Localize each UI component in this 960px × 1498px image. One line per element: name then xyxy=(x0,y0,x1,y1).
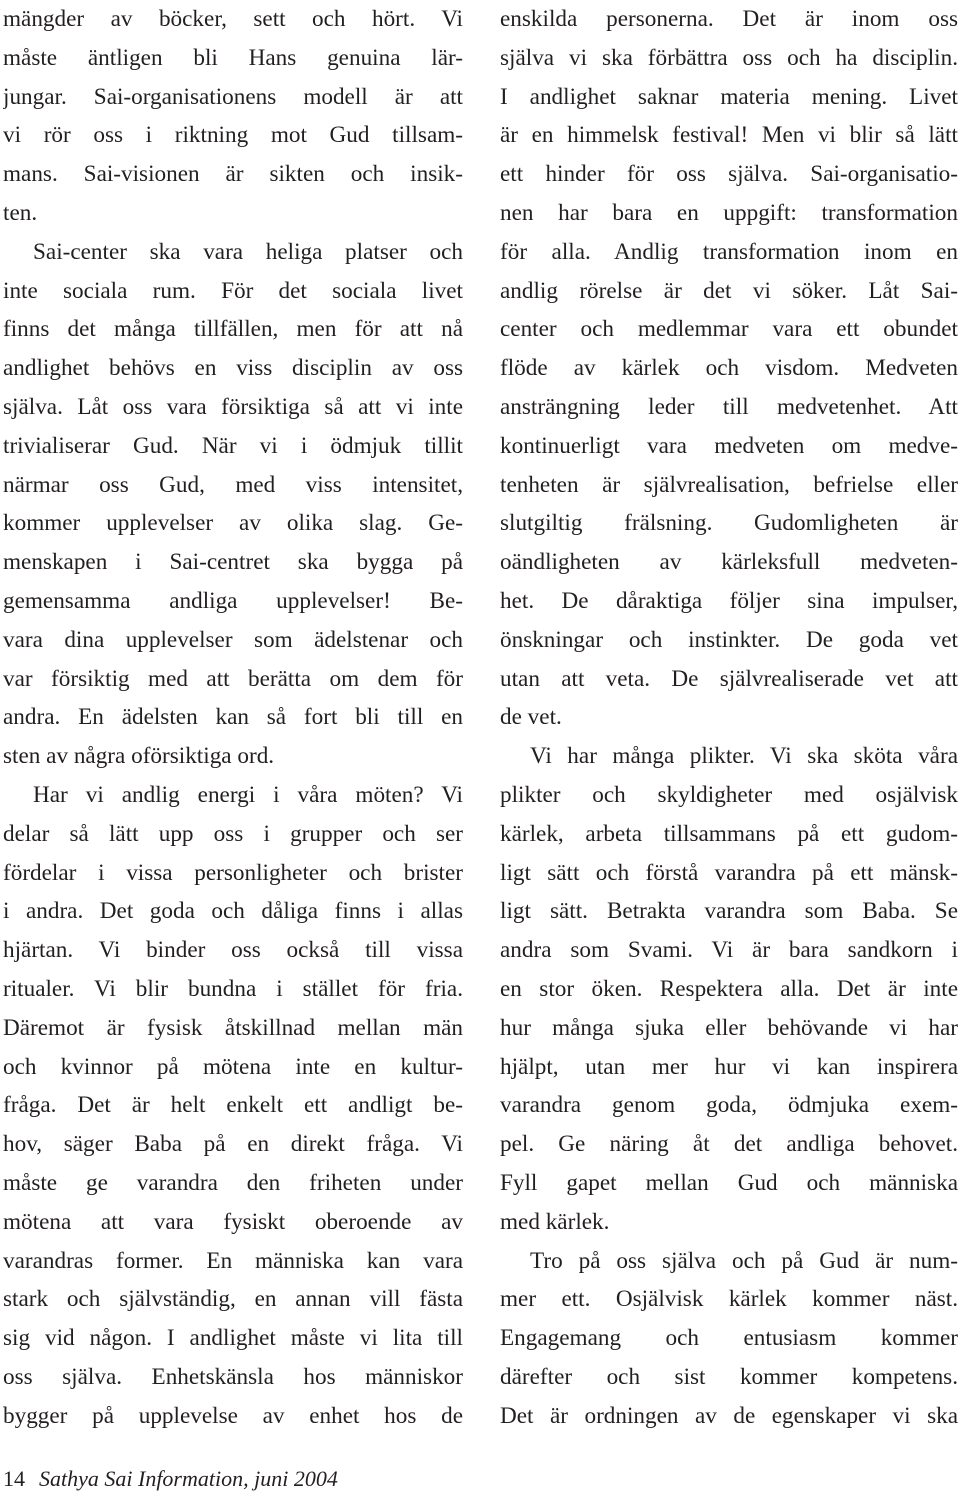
text-line: hjärtan. Vi binder oss också till vissa xyxy=(3,937,463,964)
text-line: i andra. Det goda och dåliga finns i allas xyxy=(3,898,463,925)
text-line: hur många sjuka eller behövande vi har xyxy=(500,1014,958,1041)
text-line: ligt sätt. Betrakta varandra som Baba. Se xyxy=(500,898,958,925)
right-text-column xyxy=(500,0,958,1435)
text-line: Fyll gapet mellan Gud och människa xyxy=(500,1169,958,1196)
text-line: jungar. Sai-organisationens modell är att xyxy=(3,83,463,110)
text-line: Vi har många plikter. Vi ska sköta våra xyxy=(530,743,958,770)
text-line: närmar oss Gud, med viss intensitet, xyxy=(3,471,463,498)
text-line: utan att veta. De självrealiserade vet att xyxy=(500,665,958,692)
text-line: vara dina upplevelser som ädelstenar och xyxy=(3,626,463,653)
page-number: 14 xyxy=(3,1466,25,1491)
text-line: plikter och skyldigheter med osjälvisk xyxy=(500,781,958,808)
text-line: stark och självständig, en annan vill fästa xyxy=(3,1286,463,1313)
text-line: ten. xyxy=(3,199,38,226)
text-line: kärlek, arbeta tillsammans på ett gudom- xyxy=(500,820,958,847)
text-line: slutgiltig frälsning. Gudomligheten är xyxy=(500,510,958,537)
text-line: oändligheten av kärleksfull medveten- xyxy=(500,549,958,576)
text-line: med kärlek. xyxy=(500,1208,610,1235)
text-line: trivialiserar Gud. När vi i ödmjuk tillit xyxy=(3,432,463,459)
text-line: ansträngning leder till medvetenhet. Att xyxy=(500,393,958,420)
text-line: Sai-center ska vara heliga platser och xyxy=(33,238,463,265)
page-footer xyxy=(3,1464,338,1494)
text-line: ritualer. Vi blir bundna i stället för fria. xyxy=(3,975,463,1002)
text-line: menskapen i Sai-centret ska bygga på xyxy=(3,549,463,576)
text-line: fördelar i vissa personligheter och brister xyxy=(3,859,463,886)
text-line: varandras former. En människa kan vara xyxy=(3,1247,463,1274)
text-line: vi rör oss i riktning mot Gud tillsam- xyxy=(3,122,463,149)
text-line: önskningar och instinkter. De goda vet xyxy=(500,626,958,653)
text-line: är en himmelsk festival! Men vi blir så lätt xyxy=(500,122,958,149)
text-line: bygger på upplevelse av enhet hos de xyxy=(3,1402,463,1429)
text-line: finns det många tillfällen, men för att nå xyxy=(3,316,463,343)
text-line: och kvinnor på mötena inte en kultur- xyxy=(3,1053,463,1080)
text-line: varandra genom goda, ödmjuka exem- xyxy=(500,1092,958,1119)
text-line: hjälpt, utan mer hur vi kan inspirera xyxy=(500,1053,958,1080)
text-line: Tro på oss själva och på Gud är num- xyxy=(530,1247,958,1274)
text-line: sig vid någon. I andlighet måste vi lita till xyxy=(3,1325,463,1352)
text-line: Det är ordningen av de egenskaper vi ska xyxy=(500,1402,958,1429)
text-line: nen har bara en uppgift: transformation xyxy=(500,199,958,226)
text-line: kommer upplevelser av olika slag. Ge- xyxy=(3,510,463,537)
text-line: de vet. xyxy=(500,704,562,731)
text-line: Har vi andlig energi i våra möten? Vi xyxy=(33,781,463,808)
text-line: tenheten är självrealisation, befrielse eller xyxy=(500,471,958,498)
text-line: sten av några oförsiktiga ord. xyxy=(3,743,275,770)
text-line: enskilda personerna. Det är inom oss xyxy=(500,6,958,32)
text-line: mötena att vara fysiskt oberoende av xyxy=(3,1208,463,1235)
text-line: mängder av böcker, sett och hört. Vi xyxy=(3,6,463,32)
text-line: därefter och sist kommer kompetens. xyxy=(500,1363,958,1390)
text-line: en stor öken. Respektera alla. Det är inte xyxy=(500,975,958,1002)
text-line: var försiktig med att berätta om dem för xyxy=(3,665,463,692)
text-line: för alla. Andlig transformation inom en xyxy=(500,238,958,265)
text-line: ett hinder för oss själva. Sai-organisatio- xyxy=(500,161,958,188)
publication-credit: Sathya Sai Information, juni 2004 xyxy=(39,1466,338,1491)
text-line: kontinuerligt vara medveten om medve- xyxy=(500,432,958,459)
text-line: andra. En ädelsten kan så fort bli till en xyxy=(3,704,463,731)
text-line: het. De dåraktiga följer sina impulser, xyxy=(500,587,958,614)
text-line: fråga. Det är helt enkelt ett andligt be- xyxy=(3,1092,463,1119)
text-line: pel. Ge näring åt det andliga behovet. xyxy=(500,1131,958,1158)
text-line: måste äntligen bli Hans genuina lär- xyxy=(3,44,463,71)
text-line: mans. Sai-visionen är sikten och insik- xyxy=(3,161,463,188)
text-line: hov, säger Baba på en direkt fråga. Vi xyxy=(3,1131,463,1158)
text-line: center och medlemmar vara ett obundet xyxy=(500,316,958,343)
text-line: andra som Svami. Vi är bara sandkorn i xyxy=(500,937,958,964)
text-line: gemensamma andliga upplevelser! Be- xyxy=(3,587,463,614)
text-line: delar så lätt upp oss i grupper och ser xyxy=(3,820,463,847)
text-line: inte sociala rum. För det sociala livet xyxy=(3,277,463,304)
text-line: själva vi ska förbättra oss och ha disciplin. xyxy=(500,44,958,71)
text-line: oss själva. Enhetskänsla hos människor xyxy=(3,1363,463,1390)
text-line: själva. Låt oss vara försiktiga så att vi inte xyxy=(3,393,463,420)
left-text-column xyxy=(3,0,463,1435)
text-line: ligt sätt och förstå varandra på ett mänsk- xyxy=(500,859,958,886)
text-line: Engagemang och entusiasm kommer xyxy=(500,1325,958,1352)
text-line: andlighet behövs en viss disciplin av oss xyxy=(3,355,463,382)
text-line: I andlighet saknar materia mening. Livet xyxy=(500,83,958,110)
text-line: Däremot är fysisk åtskillnad mellan män xyxy=(3,1014,463,1041)
text-line: måste ge varandra den friheten under xyxy=(3,1169,463,1196)
text-line: flöde av kärlek och visdom. Medveten xyxy=(500,355,958,382)
text-line: mer ett. Osjälvisk kärlek kommer näst. xyxy=(500,1286,958,1313)
text-line: andlig rörelse är det vi söker. Låt Sai- xyxy=(500,277,958,304)
